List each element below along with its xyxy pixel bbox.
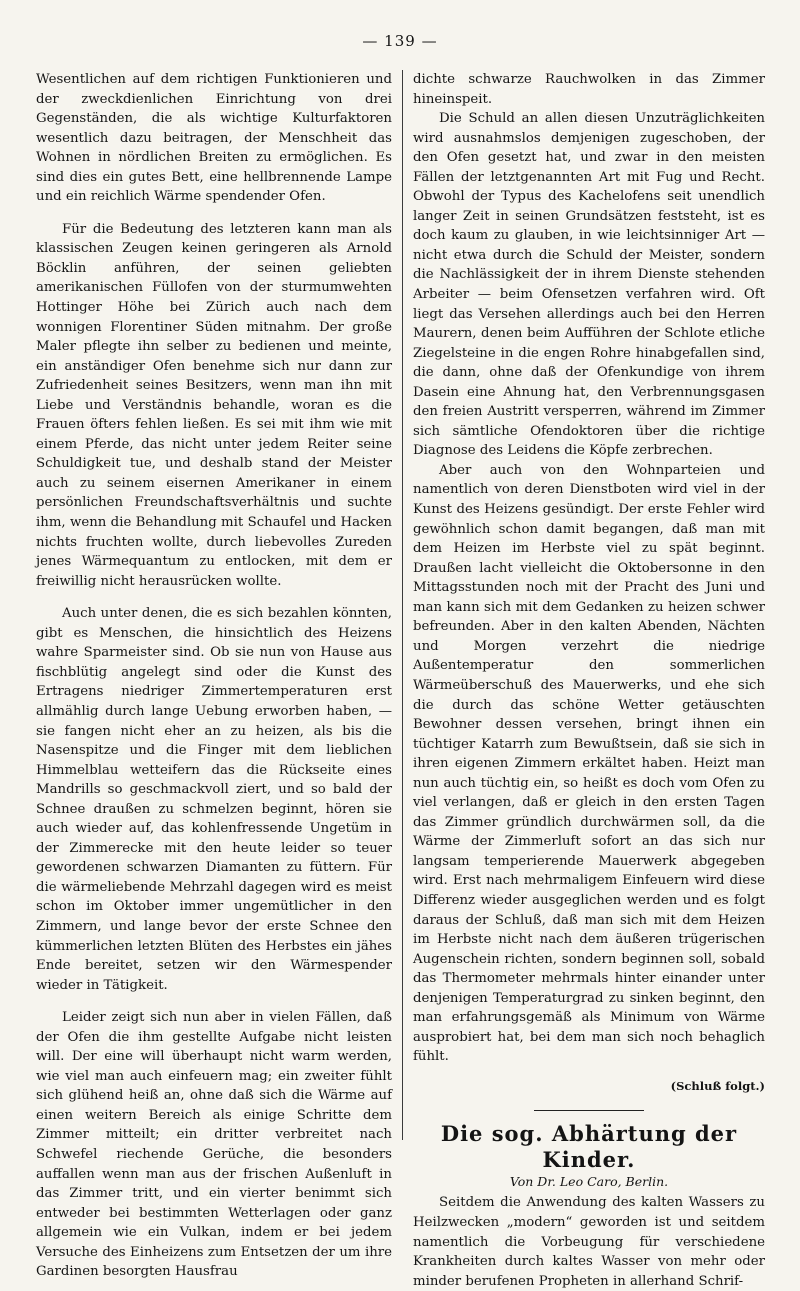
paragraph: Wesentlichen auf dem richtigen Funktionieren und der zweckdienlichen Einrichtung von drei Gegenständen, die als wichtige Kulturfaktoren wesentlich dazu beitragen, der Menschheit das Wohnen in nördlichen Breiten zu ermöglichen. Es sind dies ein gutes Bett, eine hellbrennende Lampe und ein reichlich Wärme spendender Ofen. <box>36 72 392 205</box>
paragraph: Auch unter denen, die es sich bezahlen könnten, gibt es Menschen, die hinsichtlich des Heizens wahre Sparmeister sind. Ob sie nun von Hause aus fischblütig angelegt sind oder die Kunst des Ertragens niedriger Zimmertemperaturen erst allmählig durch lange Uebung erworben haben, — sie fangen nicht eher an zu heizen, als bis die Nasenspitze und die Finger mit dem lieblichen Himmelblau wetteifern das die Rückseite eines Mandrills so geschmackvoll ziert, und so bald der Schnee draußen zu schmelzen beginnt, hören sie auch wieder auf, das kohlenfressende Ungetüm in der Zimmerecke mit den heute leider so teuer gewordenen schwarzen Diamanten zu füttern. Für die wärmeliebende Mehrzahl dagegen wird es meist schon im Oktober immer ungemütlicher in den Zimmern, und lange bevor der erste Schnee den kümmerlichen letzten Blüten des Herbstes ein jähes Ende bereitet, setzen wir den Wärmespender wieder in Tätigkeit. <box>36 606 392 993</box>
right-column <box>413 70 765 1291</box>
column-divider <box>402 70 403 1140</box>
section-rule <box>534 1110 644 1111</box>
continuation-note: (Schluß folgt.) <box>670 1078 765 1093</box>
paragraph: Leider zeigt sich nun aber in vielen Fällen, daß der Ofen die ihm gestellte Aufgabe nicht leisten will. Der eine will überhaupt nicht warm werden, wie viel man auch einfeuern mag; ein zweiter fühlt sich glühend heiß an, ohne daß sich die Wärme auf einen weitern Bereich als einige Schritte dem Zimmer mitteilt; ein dritter verbreitet nach Schwefel riechende Gerüche, die besonders auffallen wenn man aus der frischen Außenluft in das Zimmer tritt, und ein vierter benimmt sich entweder bei bestimmten Wetterlagen oder ganz allgemein wie ein Vulkan, indem er bei jedem Versuche des Einheizens zum Entsetzen der um ihre Gardinen besorgten Hausfrau <box>36 1010 392 1280</box>
paragraph: Aber auch von den Wohnparteien und namentlich von deren Dienstboten wird viel in der Kunst des Heizens gesündigt. Der erste Fehler wird gewöhnlich schon damit begangen, daß man mit dem Heizen im Herbste viel zu spät beginnt. Draußen lacht vielleicht die Oktobersonne in den Mittagsstunden noch mit der Pracht des Juni und man kann sich mit dem Gedanken zu heizen schwer befreunden. Aber in den kalten Abenden, Nächten und Morgen verzehrt die niedrige Außentemperatur den sommerlichen Wärmeüberschuß des Mauerwerks, und ehe sich die durch das schöne Wetter getäuschten Bewohner dessen versehen, bringt ihnen ein tüchtiger Katarrh zum Bewußtsein, daß sie sich in ihren eigenen Zimmern erkältet haben. Heizt man nun auch tüchtig ein, so heißt es doch vom Ofen zu viel verlangen, daß er gleich in den ersten Tagen das Zimmer gründlich durchwärmen soll, da die Wärme der Zimmerluft sofort an das sich nur langsam temperierende Mauerwerk abgegeben wird. Erst nach mehrmaligem Einfeuern wird diese Differenz wieder ausgeglichen werden und es folgt daraus der Schluß, daß man sich mit dem Heizen im Herbste nicht nach dem äußeren trügerischen Augenschein richten, sondern beginnen soll, sobald das Thermometer mehrmals hinter einander unter denjenigen Temperaturgrad zu sinken beginnt, den man erfahrungsgemäß als Minimum von Wärme ausprobiert hat, bei dem man sich noch behaglich fühlt. <box>413 462 765 1065</box>
page-number: — 139 — <box>362 32 438 50</box>
paragraph: dichte schwarze Rauchwolken in das Zimmer hineinspeit. <box>413 72 765 107</box>
paragraph: Die Schuld an allen diesen Unzuträglichkeiten wird ausnahmslos demjenigen zugeschoben, der den Ofen gesetzt hat, und zwar in den meisten Fällen der letztgenannten Art mit Fug und Recht. Obwohl der Typus des Kachelofens seit unendlich langer Zeit in seinen Grundsätzen feststeht, ist es doch kaum zu glauben, in wie leichtsinniger Art — nicht etwa durch die Schuld der Meister, sondern die Nachlässigkeit der in ihrem Dienste stehenden Arbeiter — beim Ofensetzen verfahren wird. Oft liegt das Versehen allerdings auch bei den Herren Maurern, denen beim Aufführen der Schlote etliche Ziegelsteine in die engen Rohre hinabgefallen sind, die dann, ohne daß der Ofenkundige von ihrem Dasein eine Ahnung hat, den Verbrennungsgasen den freien Austritt versperren, während im Zimmer sich sämtliche Ofendoktoren über die richtige Diagnose des Leidens die Köpfe zerbrechen. <box>413 111 765 459</box>
paragraph: Für die Bedeutung des letzteren kann man als klassischen Zeugen keinen geringeren als Arnold Böcklin anführen, der seinen geliebten amerikanischen Füllofen von der sturmumwehten Hottinger Höhe bei Zürich auch nach dem wonnigen Florentiner Süden mitnahm. Der große Maler pflegte ihn selber zu bedienen und meinte, ein anständiger Ofen benehme sich nur dann zur Zufriedenheit seines Besitzers, wenn man ihn mit Liebe und Verständnis behandle, woran es die Frauen öfters fehlen ließen. Es sei mit ihm wie mit einem Pferde, das nicht unter jedem Reiter seine Schuldigkeit tue, und deshalb stand der Meister auch zu seinem eisernen Amerikaner in einem persönlichen Freundschaftsverhältnis und suchte ihm, wenn die Behandlung mit Schaufel und Hacken nichts fruchten wollte, durch liebevolles Zureden jenes Wärmequantum zu entlocken, mit dem er freiwillig nicht herausrücken wollte. <box>36 221 392 589</box>
paragraph: Seitdem die Anwendung des kalten Wassers zu Heilzwecken „modern“ geworden ist und seitdem namentlich die Vorbeugung für verschiedene Krankheiten durch kaltes Wasser von mehr oder minder berufenen Propheten in allerhand Schrif- <box>413 1195 765 1289</box>
left-column <box>36 70 392 1282</box>
article-byline: Von Dr. Leo Caro, Berlin. <box>509 1174 669 1190</box>
article-title: Die sog. Abhärtung der Kinder. <box>440 1121 738 1173</box>
